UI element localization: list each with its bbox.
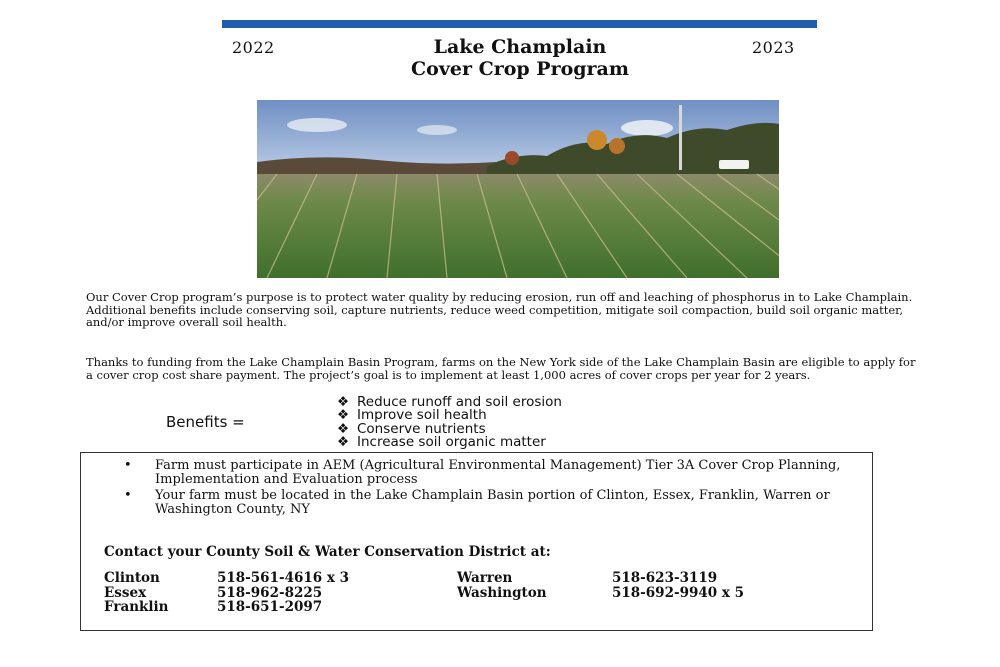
phone-number: 518-962-8225 <box>217 584 323 601</box>
benefits-list <box>337 396 562 450</box>
benefits-label: Benefits = <box>166 413 245 431</box>
diamond-bullet-icon: ❖ <box>337 407 350 424</box>
county-name: Warren <box>457 570 513 586</box>
contact-list-left <box>104 571 349 615</box>
contact-row <box>457 571 744 586</box>
benefit-item: ❖ Conserve nutrients <box>337 420 486 437</box>
contact-row <box>457 586 744 601</box>
funding-paragraph: Thanks to funding from the Lake Champlain Basin Program, farms on the New York side of the Lake Champlain Basin are eligible to apply for a cover crop cost share payment. The project’s goal is to implement at least 1,000 acres of cover crops per year for 2 years. <box>86 355 916 382</box>
contact-row <box>104 600 349 615</box>
benefit-item: ❖ Reduce runoff and soil erosion <box>337 394 562 410</box>
county-name: Franklin <box>104 599 169 615</box>
county-name: Clinton <box>104 570 160 586</box>
title-line-2: Cover Crop Program <box>411 58 629 80</box>
header-accent-bar <box>222 20 817 28</box>
year-end: 2023 <box>752 38 795 57</box>
cover-crop-field-photo <box>257 100 779 278</box>
county-name: Essex <box>104 584 147 601</box>
bullet-icon: • <box>124 488 132 503</box>
diamond-bullet-icon: ❖ <box>337 434 350 451</box>
title-line-1: Lake Champlain <box>433 36 607 58</box>
diamond-bullet-icon: ❖ <box>337 420 350 437</box>
program-purpose-paragraph: Our Cover Crop program’s purpose is to protect water quality by reducing erosion, run off and leaching of phosphorus in to Lake Champlain. Additional benefits include conserving soil, capture nutrients, reduce weed competition, mitigate soil compaction, build soil organic matter, and/or improve overall soil health. <box>86 290 913 330</box>
year-start: 2022 <box>232 38 275 57</box>
phone-number: 518-561-4616 x 3 <box>217 570 349 586</box>
contact-row <box>104 586 349 601</box>
requirement-item: • Your farm must be located in the Lake Champlain Basin portion of Clinton, Essex, Franklin, Warren or Washington County, NY <box>124 488 830 517</box>
requirement-item: • Farm must participate in AEM (Agricultural Environmental Management) Tier 3A Cover Crop Planning, Implementation and Evaluation process <box>124 458 841 487</box>
eligibility-requirements-list <box>121 459 841 519</box>
contact-heading: Contact your County Soil & Water Conservation District at: <box>104 544 551 560</box>
county-name: Washington <box>457 584 547 601</box>
contact-row <box>104 571 349 586</box>
phone-number: 518-623-3119 <box>612 570 718 586</box>
benefit-item: ❖ Increase soil organic matter <box>337 434 546 451</box>
benefit-item: ❖ Improve soil health <box>337 407 487 424</box>
contact-list-right <box>457 571 744 600</box>
phone-number: 518-651-2097 <box>217 599 323 615</box>
diamond-bullet-icon: ❖ <box>337 394 350 410</box>
page-title <box>300 36 740 80</box>
eligibility-contact-box <box>80 452 873 631</box>
bullet-icon: • <box>124 458 132 473</box>
phone-number: 518-692-9940 x 5 <box>612 584 744 601</box>
